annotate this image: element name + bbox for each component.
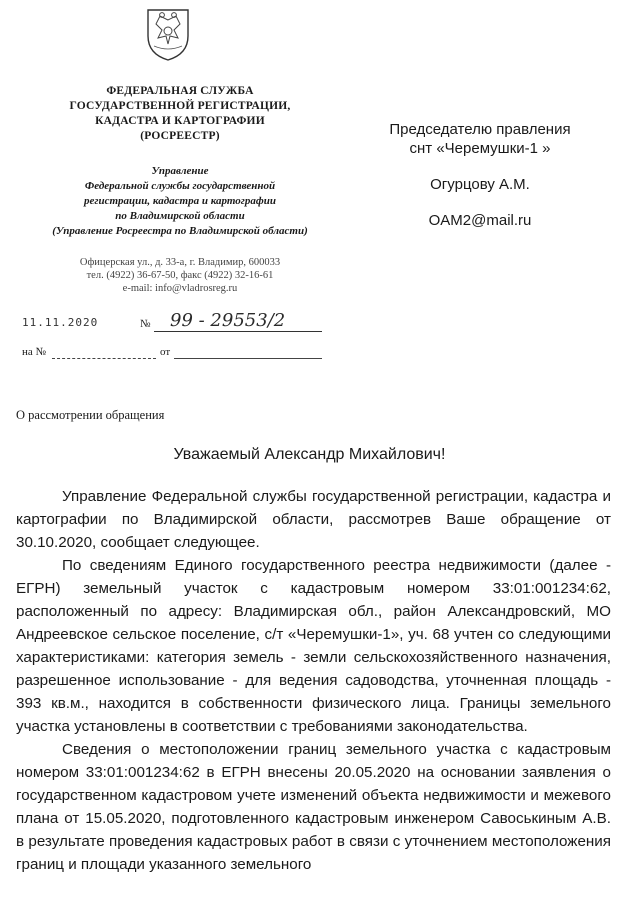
addressee-line: Председателю правления bbox=[389, 121, 571, 138]
ref-number-label: на № bbox=[22, 346, 47, 358]
address-line: Офицерская ул., д. 33-а, г. Владимир, 600033 bbox=[79, 257, 281, 268]
department-line: регистрации, кадастра и картографии bbox=[84, 195, 276, 207]
org-name-line: (РОСРЕЕСТР) bbox=[140, 130, 220, 142]
addressee-position bbox=[360, 120, 600, 158]
department-line: (Управление Росреестра по Владимирской области) bbox=[52, 225, 308, 237]
addressee-name: Огурцову А.М. bbox=[430, 176, 530, 193]
org-name-line: КАДАСТРА И КАРТОГРАФИИ bbox=[95, 115, 265, 127]
email-line: e-mail: info@vladrosreg.ru bbox=[122, 283, 238, 294]
organization-name bbox=[30, 84, 330, 144]
ref-number-blank bbox=[52, 358, 156, 359]
greeting: Уважаемый Александр Михайлович! bbox=[173, 446, 446, 463]
subject-line: О рассмотрении обращения bbox=[16, 408, 165, 422]
number-label: № bbox=[140, 318, 151, 330]
org-name-line: ФЕДЕРАЛЬНАЯ СЛУЖБА bbox=[106, 85, 254, 97]
letter-body bbox=[16, 485, 611, 876]
addressee-line: снт «Черемушки-1 » bbox=[409, 140, 551, 157]
department-line: Федеральной службы государственной bbox=[84, 180, 276, 192]
addressee-email: OAM2@mail.ru bbox=[428, 212, 532, 229]
paragraph: Управление Федеральной службы государственной регистрации, кадастра и картографии по Владимирской области, рассмотрев Ваше обращение от 30.10.2020, сообщает следующее. bbox=[16, 488, 611, 551]
number-underline bbox=[154, 331, 322, 332]
paragraph: По сведениям Единого государственного реестра недвижимости (далее - ЕГРН) земельный участок с кадастровым номером 33:01:001234:62, расположенный по адресу: Владимирская обл., район Александровский, МО Андреевское сельское поселение, с/т «Черемушки-1», уч. 68 учтен со следующими характеристиками: категория земель - земли сельскохозяйственного назначения, разрешенное использование - для ведения садоводства, уточненная площадь - 393 кв.м., находится в собственности физического лица. Границы земельного участка установлены в соответствии с требованиями законодательства. bbox=[16, 557, 611, 735]
registration-row bbox=[22, 310, 322, 334]
department-line: по Владимирской области bbox=[115, 210, 245, 222]
phone-line: тел. (4922) 36-67-50, факс (4922) 32-16-61 bbox=[86, 270, 274, 281]
contact-info bbox=[30, 256, 330, 295]
org-name-line: ГОСУДАРСТВЕННОЙ РЕГИСТРАЦИИ, bbox=[69, 100, 291, 112]
paragraph: Сведения о местоположении границ земельного участка с кадастровым номером 33:01:001234:62 в ЕГРН внесены 20.05.2020 на основании заявления о государственном кадастровом учете изменений объекта недвижимости и межевого плана от 15.05.2020, подготовленного кадастровым инженером Савоськиным А.В. в результате проведения кадастровых работ в связи с уточнением местоположения границ и площади указанного земельного bbox=[16, 741, 611, 873]
date-stamp: 11.11.2020 bbox=[22, 316, 99, 329]
ref-date-blank bbox=[174, 358, 322, 359]
ref-date-label: от bbox=[160, 346, 171, 358]
coat-of-arms-icon bbox=[142, 6, 194, 62]
department-line: Управление bbox=[151, 165, 209, 177]
registration-number: 99 - 29553/2 bbox=[170, 310, 286, 331]
department-name bbox=[30, 164, 330, 239]
